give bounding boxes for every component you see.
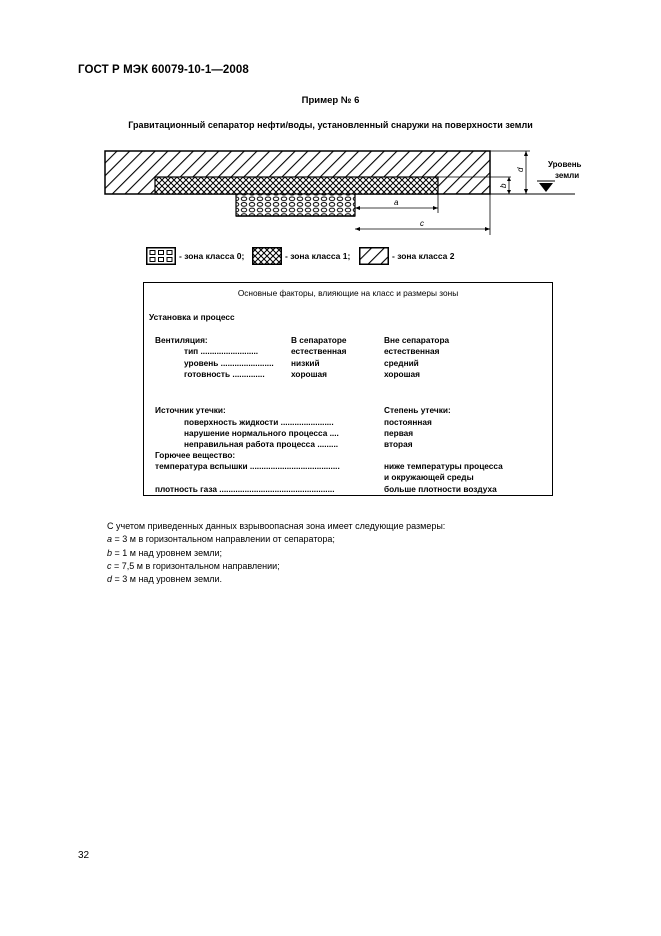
page-number: 32 — [78, 850, 90, 861]
dimension-a-letter: а — [107, 534, 113, 545]
dimension-d-letter: d — [107, 574, 113, 585]
dimension-a-text: = 3 м в горизонтальном направлении от сепаратора; — [112, 534, 335, 545]
zone-0-swatch-icon — [146, 247, 176, 265]
legend-item-zone-2 — [359, 246, 454, 266]
release-malfunction-label: неправильная работа процесса ......... — [184, 439, 339, 449]
legend-label-zone-2: - зона класса 2 — [392, 251, 455, 261]
zone-2-swatch-icon — [359, 247, 389, 265]
ground-level-label-line1: Уровень — [548, 160, 582, 169]
flash-point-value-line1: ниже температуры процесса — [384, 461, 503, 471]
dim-a-label: а — [394, 198, 399, 207]
legend-label-zone-1: - зона класса 1; — [285, 251, 351, 261]
factors-title: Основные факторы, влияющие на класс и размеры зоны — [237, 288, 459, 298]
dimension-a-line — [107, 533, 445, 546]
flash-point-label: температура вспышки ....................................... — [155, 461, 340, 471]
document-code-header: ГОСТ Р МЭК 60079-10-1—2008 — [78, 64, 249, 76]
release-liquid-surface-grade: постоянная — [384, 417, 432, 427]
legend-item-zone-0 — [146, 246, 244, 266]
dimension-c-line — [107, 560, 445, 573]
ventilation-type-in: естественная — [291, 346, 347, 356]
ventilation-availability-label: готовность .............. — [184, 369, 265, 379]
ventilation-availability-out: хорошая — [384, 369, 420, 379]
dimension-d-text: = 3 м над уровнем земли. — [112, 574, 223, 585]
dim-b-label: b — [499, 183, 508, 188]
section-installation: Установка и процесс — [149, 312, 235, 322]
dimension-c-letter: с — [107, 560, 112, 571]
flash-point-value-line2: и окружающей среды — [384, 472, 474, 482]
column-in-separator: В сепараторе — [291, 335, 347, 345]
separator-zone-0 — [236, 194, 355, 216]
ventilation-type-out: естественная — [384, 346, 440, 356]
release-grade-label: Степень утечки: — [384, 405, 451, 415]
dim-d-label: d — [516, 167, 525, 172]
ventilation-availability-in: хорошая — [291, 369, 327, 379]
zone-1-area — [155, 177, 438, 194]
figure-caption: Гравитационный сепаратор нефти/воды, установленный снаружи на поверхности земли — [128, 120, 533, 130]
example-title: Пример № 6 — [301, 95, 360, 106]
release-process-upset-label: нарушение нормального процесса .... — [184, 428, 339, 438]
legend-item-zone-1 — [252, 246, 350, 266]
zone-dimensions-intro: С учетом приведенных данных взрывоопасная зона имеет следующие размеры: — [107, 521, 446, 531]
dimension-b-line — [107, 547, 445, 560]
ventilation-label: Вентиляция: — [155, 335, 208, 345]
ventilation-level-in: низкий — [291, 358, 320, 368]
legend-label-zone-0: - зона класса 0; — [179, 251, 245, 261]
release-malfunction-grade: вторая — [384, 439, 413, 449]
zone-1-swatch-icon — [252, 247, 282, 265]
dimension-b-letter: b — [107, 547, 113, 558]
dimension-d-line — [107, 573, 445, 586]
column-outside-separator: Вне сепаратора — [384, 335, 450, 345]
ventilation-level-label: уровень ....................... — [184, 358, 274, 368]
gas-density-value: больше плотности воздуха — [384, 484, 497, 494]
factors-box — [143, 282, 553, 496]
zone-dimensions-text — [107, 520, 445, 586]
ground-level-triangle-icon — [539, 183, 553, 192]
dimension-c-text: = 7,5 м в горизонтальном направлении; — [111, 560, 280, 571]
release-liquid-surface-label: поверхность жидкости ....................... — [184, 417, 334, 427]
release-process-upset-grade: первая — [384, 428, 414, 438]
flammable-substance-label: Горючее вещество: — [155, 450, 236, 460]
dimension-b-text: = 1 м над уровнем земли; — [112, 547, 223, 558]
ventilation-level-out: средний — [384, 358, 419, 368]
dim-c-label: с — [420, 219, 424, 228]
ventilation-type-label: тип ......................... — [184, 346, 259, 356]
gas-density-label: плотность газа .................................................. — [155, 484, 335, 494]
release-source-label: Источник утечки: — [155, 405, 226, 415]
ground-level-label-line2: земли — [555, 171, 580, 180]
separator-zone-diagram — [0, 0, 661, 250]
